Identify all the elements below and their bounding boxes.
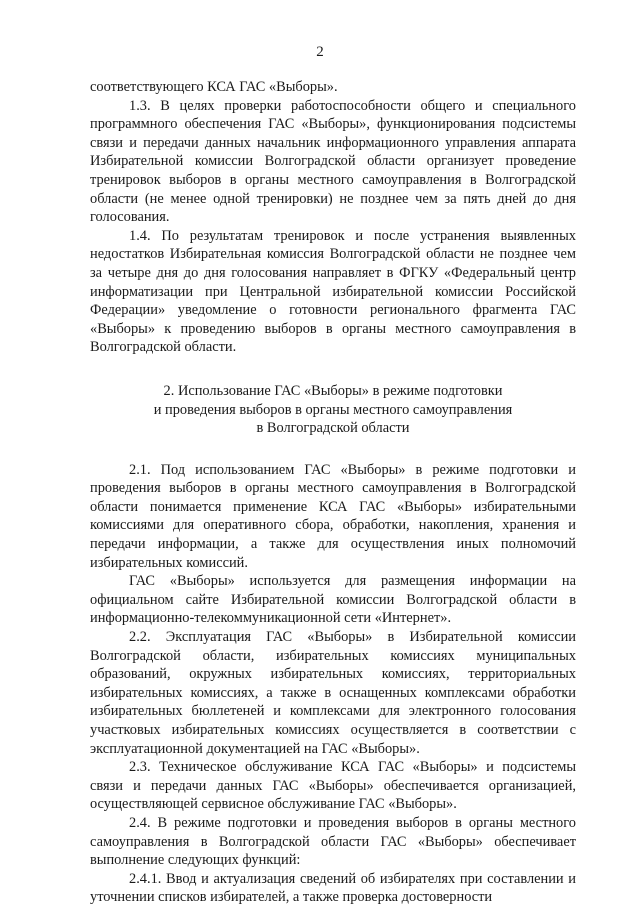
- page-number: 2: [316, 44, 324, 60]
- document-body: [90, 78, 576, 907]
- section-heading-line-3: в Волгоградской области: [256, 420, 410, 437]
- paragraph-continuation: соответствующего КСА ГАС «Выборы».: [90, 79, 338, 95]
- paragraph-2-3: 2.3. Техническое обслуживание КСА ГАС «Выборы» и подсистемы связи и передачи данных ГАС «Выборы» обеспечивается организацией, осуществляющей сервисное обслуживание ГАС «Выборы».: [90, 759, 576, 813]
- paragraph-2-1: 2.1. Под использованием ГАС «Выборы» в режиме подготовки и проведения выборов в органы местного самоуправления в Волгоградской области понимается применение КСА ГАС «Выборы» избирательными комиссиями для оперативного сбора, обработки, накопления, хранения и передачи информации, а также для осуществления иных полномочий избирательных комиссий.: [90, 461, 576, 571]
- paragraph-2-4: 2.4. В режиме подготовки и проведения выборов в органы местного самоуправления в Волгоградской области ГАС «Выборы» обеспечивает выполнение следующих функций:: [90, 814, 576, 869]
- paragraph-gas-website: ГАС «Выборы» используется для размещения информации на официальном сайте Избирательной комиссии Волгоградской области в информационно-телекоммуникационной сети «Интернет».: [90, 573, 576, 627]
- paragraph-1-3: 1.3. В целях проверки работоспособности общего и специального программного обеспечения ГАС «Выборы», функционирования подсистемы связи и передачи данных начальник информационного управления аппарата Избирательной комиссии Волгоградской области организует проведение тренировок выборов в органы местного самоуправления в Волгоградской области (не менее одной тренировки) не позднее чем за пять дней до дня голосования.: [90, 97, 576, 226]
- paragraph-2-4-1: 2.4.1. Ввод и актуализация сведений об избирателях при составлении и уточнении списков избирателей, а также проверка достоверности: [90, 870, 576, 906]
- section-heading-line-2: и проведения выборов в органы местного самоуправления: [153, 401, 513, 418]
- section-heading-line-1: 2. Использование ГАС «Выборы» в режиме подготовки: [163, 382, 503, 399]
- paragraph-2-2: 2.2. Эксплуатация ГАС «Выборы» в Избирательной комиссии Волгоградской области, избирательных комиссиях муниципальных образований, окружных избирательных комиссиях, территориальных избирательных комиссиях, а также в оснащенных комплексами обработки избирательных бюллетеней и комплексами для электронного голосования участковых избирательных комиссиях осуществляется в соответствии с эксплуатационной документацией на ГАС «Выборы».: [90, 629, 576, 757]
- paragraph-1-4: 1.4. По результатам тренировок и после устранения выявленных недостатков Избирательная комиссия Волгоградской области не позднее чем за четыре дня до дня голосования направляет в ФГКУ «Федеральный центр информатизации при Центральной избирательной комиссии Российской Федерации» уведомление о готовности регионального фрагмента ГАС «Выборы» к проведению выборов в органы местного самоуправления в Волгоградской области.: [90, 227, 576, 356]
- section-heading: [90, 382, 576, 438]
